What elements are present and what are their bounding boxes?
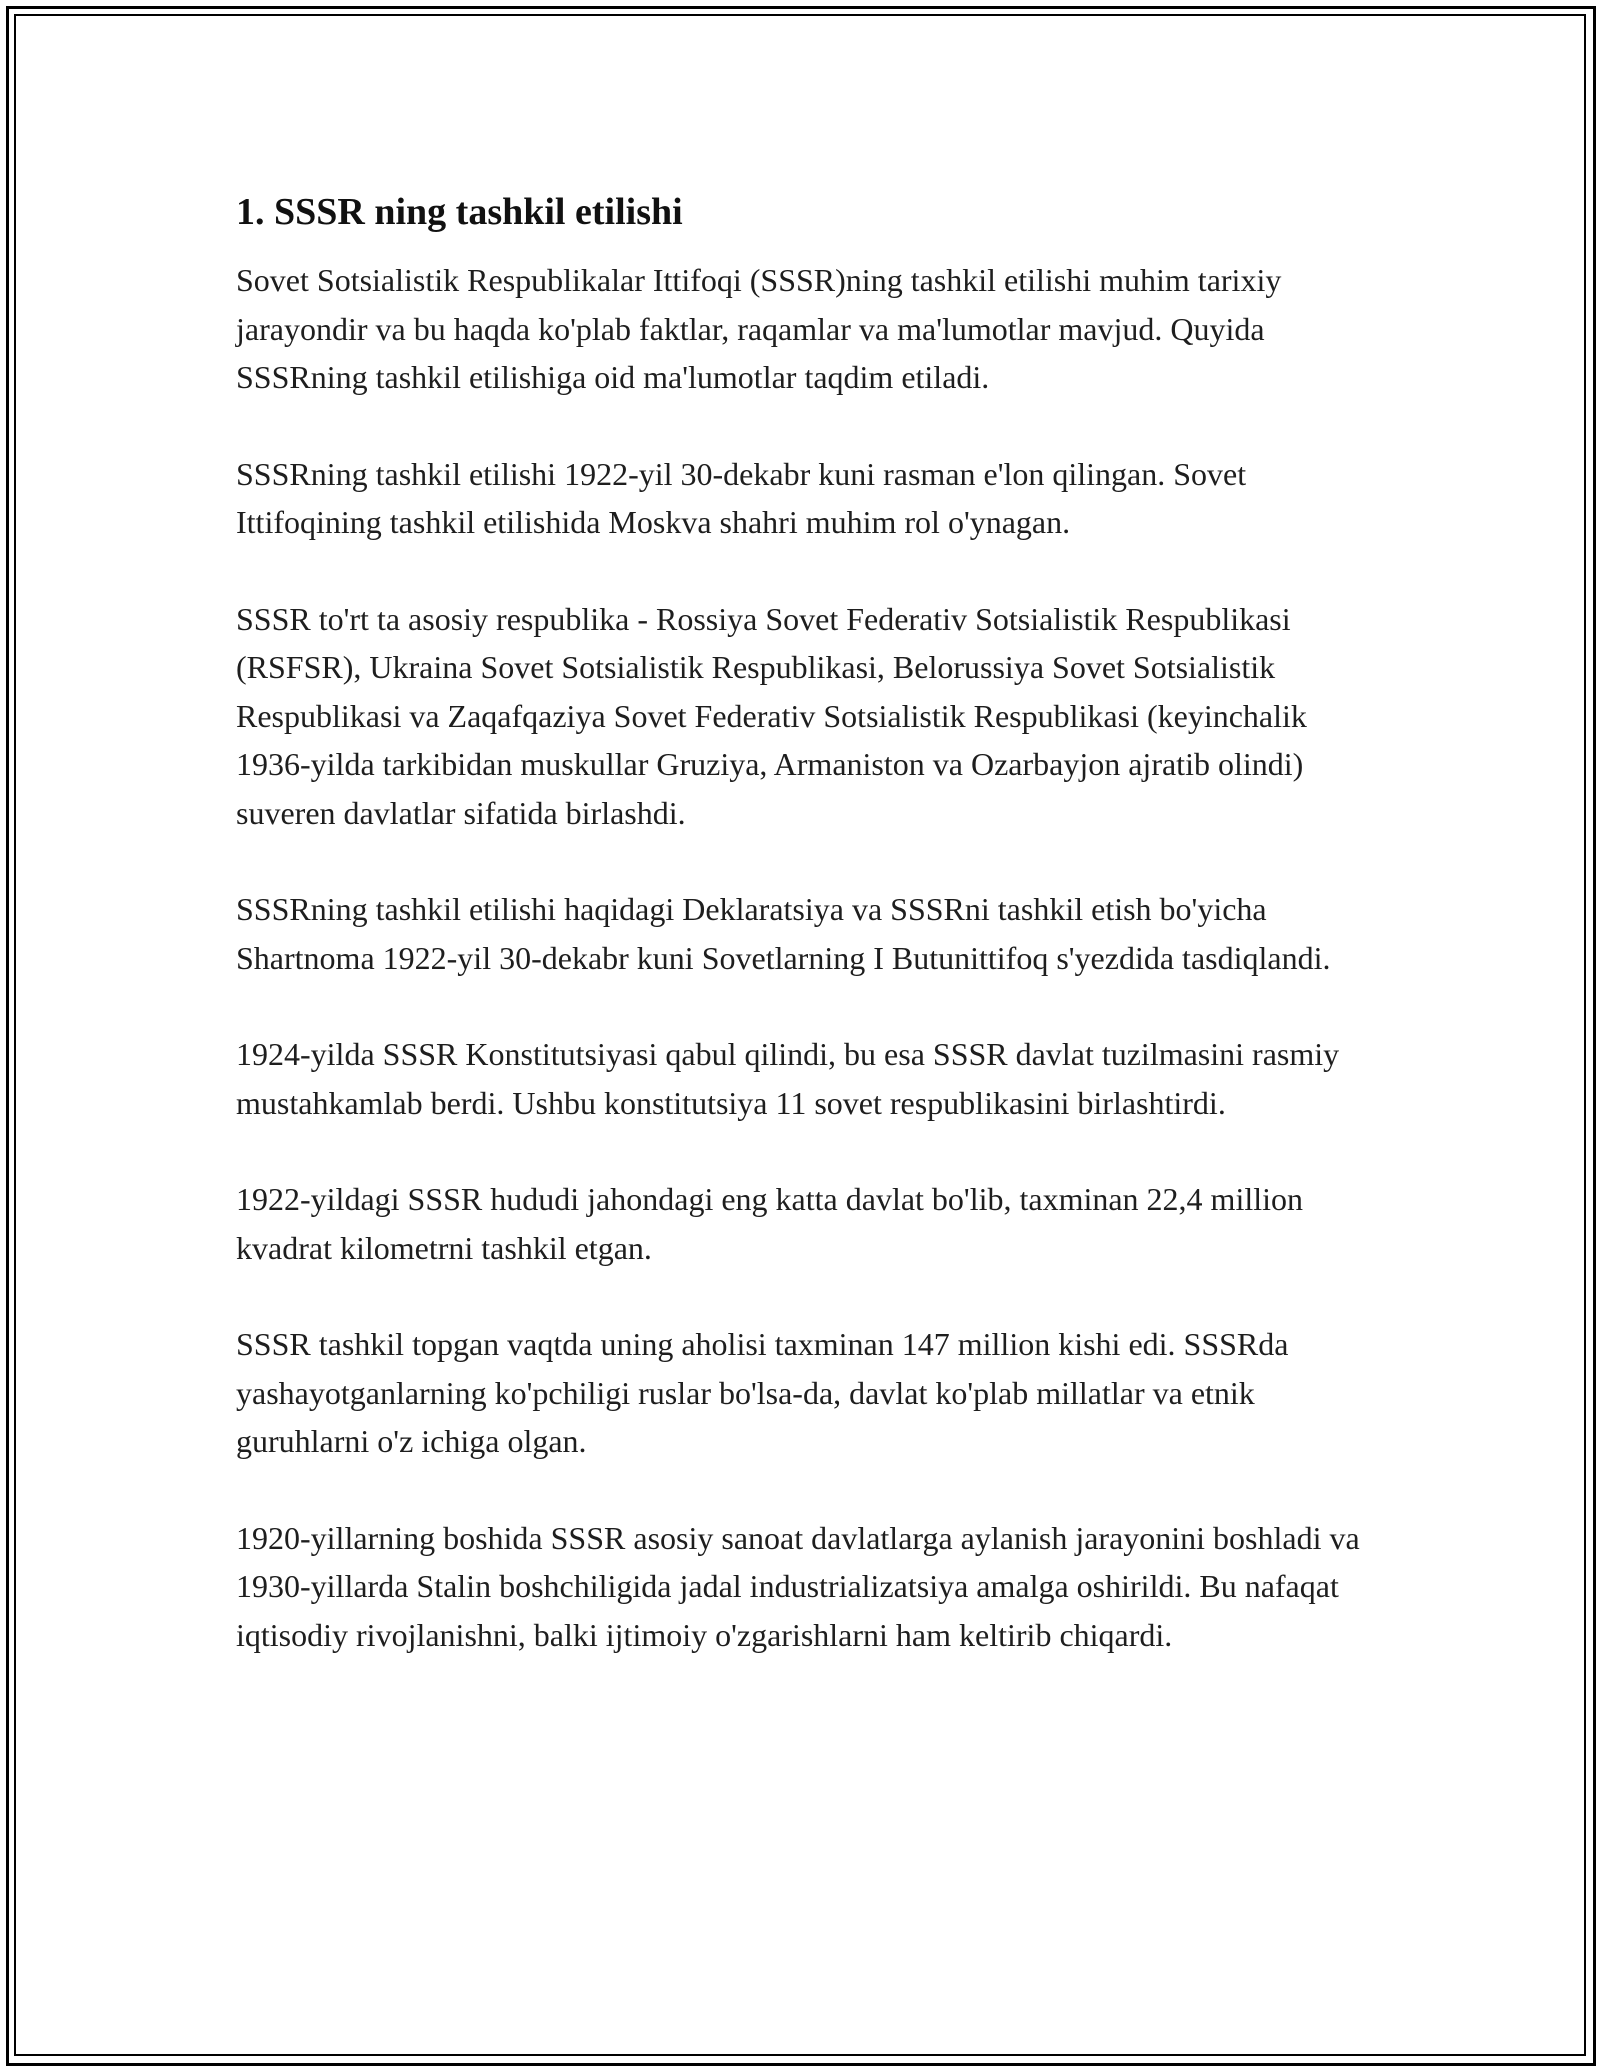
paragraph-declaration-treaty: SSSRning tashkil etilishi haqidagi Deklaratsiya va SSSRni tashkil etish bo'yicha Shartnoma 1922-yil 30-dekabr kuni Sovetlarning I Butunittifoq s'yezdida tasdiqlandi. (236, 891, 1331, 976)
section-heading: 1. SSSR ning tashkil etilishi (236, 191, 683, 233)
paragraph-founding-republics: SSSR to'rt ta asosiy respublika - Rossiya Sovet Federativ Sotsialistik Respublikasi (RSFSR), Ukraina Sovet Sotsialistik Respublikasi, Belorussiya Sovet Sotsialistik Respublikasi va Zaqafqaziya Sovet Federativ Sotsialistik Respublikasi (keyinchalik 1936-yilda tarkibidan muskullar Gruziya, Armaniston va Ozarbayjon ajratib olindi) suveren davlatlar sifatida birlashdi. (236, 600, 1307, 831)
paragraph-industrialization: 1920-yillarning boshida SSSR asosiy sanoat davlatlarga aylanish jarayonini boshladi va 1930-yillarda Stalin boshchiligida jadal industrializatsiya amalga oshirildi. Bu nafaqat iqtisodiy rivojlanishni, balki ijtimoiy o'zgarishlarni ham keltirib chiqardi. (236, 1519, 1360, 1653)
paragraph-population: SSSR tashkil topgan vaqtda uning aholisi taxminan 147 million kishi edi. SSSRda yashayotganlarning ko'pchiligi ruslar bo'lsa-da, davlat ko'plab millatlar va etnik guruhlarni o'z ichiga olgan. (236, 1326, 1289, 1459)
paragraph-founding-date: SSSRning tashkil etilishi 1922-yil 30-dekabr kuni rasman e'lon qilingan. Sovet Ittifoqining tashkil etilishida Moskva shahri muhim rol o'ynagan. (236, 455, 1247, 540)
paragraph-intro: Sovet Sotsialistik Respublikalar Ittifoqi (SSSR)ning tashkil etilishi muhim tarixiy jarayondir va bu haqda ko'plab faktlar, raqamlar va ma'lumotlar mavjud. Quyida SSSRning tashkil etilishiga oid ma'lumotlar taqdim etiladi. (236, 262, 1282, 395)
paragraph-territory: 1922-yildagi SSSR hududi jahondagi eng katta davlat bo'lib, taxminan 22,4 million kvadrat kilometrni tashkil etgan. (236, 1181, 1303, 1266)
paragraph-constitution-1924: 1924-yilda SSSR Konstitutsiyasi qabul qilindi, bu esa SSSR davlat tuzilmasini rasmiy mustahkamlab berdi. Ushbu konstitutsiya 11 sovet respublikasini birlashtirdi. (236, 1036, 1340, 1121)
document-page (236, 186, 1376, 1707)
